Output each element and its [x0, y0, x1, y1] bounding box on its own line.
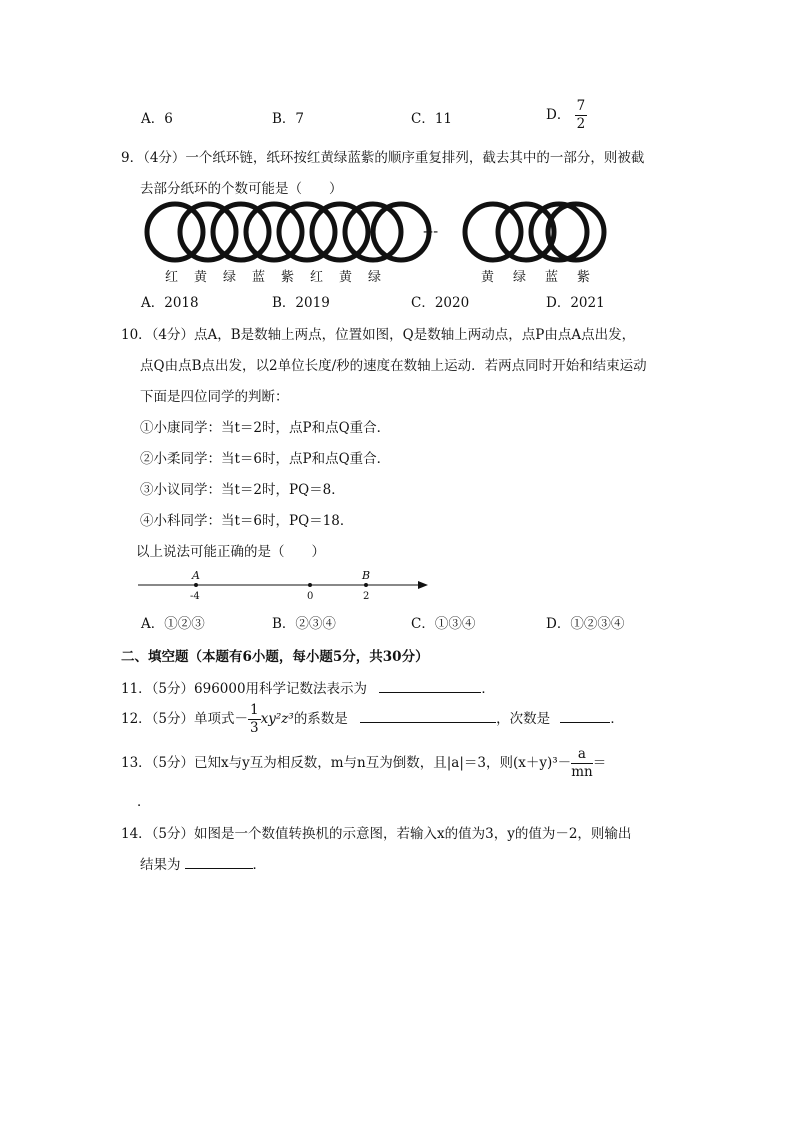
q14-end: ． [252, 857, 266, 873]
ring-label: 绿 [223, 270, 237, 285]
q11-end: ． [481, 681, 495, 697]
q8-option-d-fraction [575, 100, 588, 131]
q12-coefficient-blank [360, 710, 496, 723]
ring-chain-left [147, 204, 429, 260]
ring-label: 绿 [513, 270, 527, 285]
q9-option-d: D．2021 [546, 295, 605, 311]
q14-stem-text: 结果为 [140, 857, 181, 873]
ring-labels-right [481, 266, 609, 285]
q14-stem-line1: 14．（5分）如图是一个数值转换机的示意图，若输入x的值为3，y的值为－2，则输出 [121, 826, 632, 842]
fraction-denominator: 3 [250, 719, 259, 736]
fraction-numerator: 7 [576, 98, 586, 114]
q12-fraction [248, 704, 261, 735]
q12-stem: 12．（5分）单项式－ [121, 711, 249, 727]
q12-coefficient-text: 的系数是 [293, 711, 348, 727]
origin-dot [308, 583, 312, 587]
ring-label: 紫 [281, 270, 295, 285]
point-a-dot [194, 583, 198, 587]
q10-statement-3: ③小议同学：当t＝2时，PQ＝8． [140, 482, 345, 498]
ring-label: 绿 [368, 270, 382, 285]
q12-degree-blank [560, 710, 610, 723]
section-heading-fill-in: 二、填空题（本题有6小题，每小题5分，共30分） [121, 649, 429, 665]
q13-fraction [571, 748, 593, 779]
fraction-denominator: mn [571, 763, 593, 780]
fraction-denominator: 2 [576, 115, 586, 132]
ring-chain-ellipsis: --- [423, 224, 439, 240]
point-a-label: A [192, 569, 200, 582]
q14-stem-line2 [140, 853, 266, 873]
ring-chain-right [465, 204, 604, 260]
q13-equals: ＝ [592, 755, 607, 771]
q9-stem-line1: 9．（4分）一个纸环链，纸环按红黄绿蓝紫的顺序重复排列，截去其中的一部分，则被截 [121, 150, 645, 166]
q8-option-d-label: D． [546, 107, 571, 123]
q11-answer-blank [379, 680, 481, 693]
q10-stem-line2: 点Q由点B点出发，以2单位长度/秒的速度在数轴上运动．若两点同时开始和结束运动 [140, 358, 647, 374]
q10-option-d: D．①②③④ [546, 616, 625, 632]
q8-option-a: A．6 [141, 111, 173, 127]
q12-degree-text: ，次数是 [496, 711, 551, 727]
q10-statement-4: ④小科同学：当t＝6时，PQ＝18． [140, 513, 354, 529]
q11-line [121, 677, 495, 697]
q12-end: ． [610, 711, 624, 727]
ring-label: 紫 [577, 270, 591, 285]
tick-label-zero: 0 [307, 591, 314, 602]
ring-labels-left [165, 266, 397, 285]
q10-statement-1: ①小康同学：当t＝2时，点P和点Q重合． [140, 420, 391, 436]
q9-option-a: A．2018 [141, 295, 199, 311]
q10-option-c: C．①③④ [411, 616, 476, 632]
q9-option-c: C．2020 [411, 295, 470, 311]
point-b-label: B [362, 569, 371, 582]
number-line-arrow-icon [418, 581, 428, 589]
q11-stem: 11．（5分）696000用科学记数法表示为 [121, 681, 368, 697]
q14-answer-blank [185, 856, 253, 869]
q13-answer-line: ． [137, 794, 151, 810]
point-b-dot [364, 583, 368, 587]
q8-option-b: B．7 [272, 111, 305, 127]
fraction-numerator: 1 [250, 702, 259, 718]
ring-label: 黄 [481, 270, 495, 285]
q9-stem-line2: 去部分纸环的个数可能是（ ） [140, 181, 343, 197]
ring-label: 黄 [339, 270, 353, 285]
q10-option-b: B．②③④ [272, 616, 336, 632]
q10-stem-line3: 下面是四位同学的判断： [140, 389, 289, 405]
q12-monomial: xy²z³ [260, 711, 294, 727]
ring-label: 蓝 [545, 270, 559, 285]
q10-stem-line1: 10．（4分）点A，B是数轴上两点，位置如图，Q是数轴上两动点，点P由点A点出发， [121, 327, 636, 343]
q10-statement-2: ②小柔同学：当t＝6时，点P和点Q重合． [140, 451, 391, 467]
q10-option-a: A．①②③ [141, 616, 205, 632]
q9-option-b: B．2019 [272, 295, 330, 311]
q13-stem: 13．（5分）已知x与y互为相反数，m与n互为倒数，且|a|＝3，则(x＋y)³－ [121, 755, 572, 771]
q10-question: 以上说法可能正确的是（ ） [136, 544, 325, 560]
q8-option-c: C．11 [411, 111, 453, 127]
ring-label: 黄 [194, 270, 208, 285]
q8-option-d [546, 100, 587, 131]
tick-label-minus4: -4 [190, 591, 200, 602]
q12-line [121, 704, 624, 735]
number-line-figure [130, 566, 440, 606]
paper-ring-chain-figure [135, 200, 615, 266]
ring-label: 蓝 [252, 270, 266, 285]
fraction-numerator: a [571, 748, 593, 764]
q13-line [121, 748, 606, 779]
ring-label: 红 [310, 270, 324, 285]
tick-label-two: 2 [363, 591, 370, 602]
ring-label: 红 [165, 270, 179, 285]
